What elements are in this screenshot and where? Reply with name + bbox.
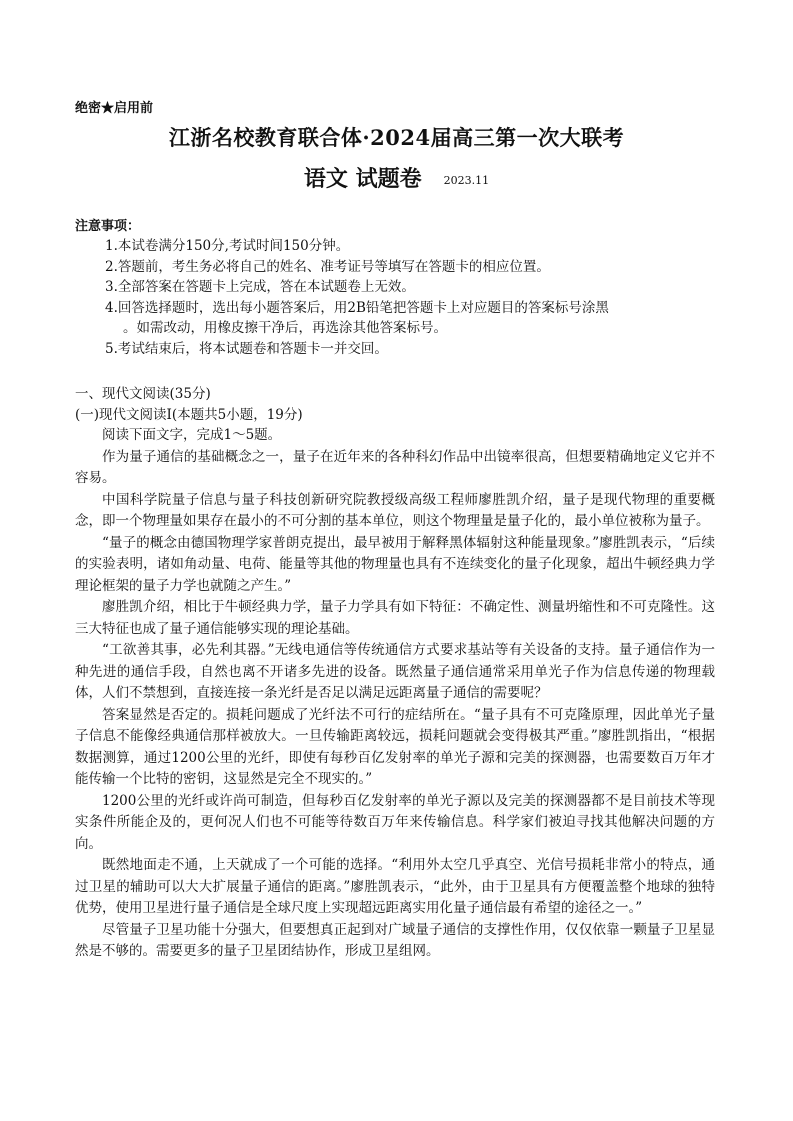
passage-paragraph: 尽管量子卫星功能十分强大，但要想真正起到对广域量子通信的支撑性作用，仅仅依靠一颗量子卫星显然是不够的。需要更多的量子卫星团结协作，形成卫星组网。: [75, 921, 715, 959]
notice-item-continued: 。如需改动，用橡皮擦干净后，再选涂其他答案标号。: [123, 320, 447, 336]
exam-date: 2023.11: [443, 174, 490, 187]
exam-subtitle: [0, 162, 793, 193]
passage-paragraph: 答案显然是否定的。损耗问题成了光纤法不可行的症结所在。“量子具有不可克隆原理，因此单光子量子信息不能像经典通信那样被放大。一旦传输距离较远，损耗问题就会变得极其严重。”廖胜凯指出，“根据数据测算，通过1200公里的光纤，即使有每秒百亿发射率的单光子源和完美的探测器，也需要数百万年才能传输一个比特的密钥，这显然是完全不现实的。”: [75, 706, 715, 787]
subject-title: 语文 试题卷: [303, 166, 422, 192]
passage-paragraph: 1200公里的光纤或许尚可制造，但每秒百亿发射率的单光子源以及完美的探测器都不是目前技术等现实条件所能企及的，更何况人们也不可能等待数百万年来传输信息。科学家们被迫寻找其他解决问题的方向。: [75, 792, 715, 852]
notice-list: [105, 236, 715, 359]
notice-item: 4.回答选择题时，选出每小题答案后，用2B铅笔把答题卡上对应题目的答案标号涂黑: [105, 299, 609, 316]
part-heading: 一、现代文阅读(35分): [75, 386, 211, 402]
notice-item: 5.考试结束后，将本试题卷和答题卡一并交回。: [105, 340, 388, 357]
notice-item: 1.本试卷满分150分,考试时间150分钟。: [105, 238, 350, 254]
notice-item: 3.全部答案在答题卡上完成，答在本试题卷上无效。: [105, 279, 415, 295]
notice-item: 2.答题前，考生务必将自己的姓名、准考证号等填写在答题卡的相应位置。: [105, 258, 550, 275]
confidential-label: 绝密★启用前: [75, 101, 154, 116]
passage-paragraph: 中国科学院量子信息与量子科技创新研究院教授级高级工程师廖胜凯介绍，量子是现代物理的重要概念，即一个物理量如果存在最小的不可分割的基本单位，则这个物理量是量子化的，最小单位被称为量子。: [75, 491, 715, 529]
passage-paragraph: “工欲善其事，必先利其器。”无线电通信等传统通信方式要求基站等有关设备的支持。量子通信作为一种先进的通信手段，自然也离不开诸多先进的设备。既然量子通信通常采用单光子作为信息传递的物理载体，人们不禁想到，直接连接一条光纤是否足以满足远距离量子通信的需要呢？: [75, 642, 715, 701]
passage-paragraph: 既然地面走不通，上天就成了一个可能的选择。“利用外太空几乎真空、光信号损耗非常小的特点，通过卫星的辅助可以大大扩展量子通信的距离。”廖胜凯表示，“此外，由于卫星具有方便覆盖整个地球的独特优势，使用卫星进行量子通信是全球尺度上实现超远距离实用化量子通信最有希望的途径之一。”: [75, 857, 715, 916]
reading-passage: [75, 425, 715, 963]
notice-heading: 注意事项：: [75, 219, 141, 234]
passage-paragraph: “量子的概念由德国物理学家普朗克提出，最早被用于解释黑体辐射这种能量现象。”廖胜凯表示，“后续的实验表明，诸如角动量、电荷、能量等其他的物理量也具有不连续变化的量子化现象，超出牛顿经典力学理论框架的量子力学也就随之产生。”: [75, 534, 715, 594]
section-header: [75, 384, 720, 425]
passage-paragraph: 廖胜凯介绍，相比于牛顿经典力学，量子力学具有如下特征：不确定性、测量坍缩性和不可克隆性。这三大特征也成了量子通信能够实现的理论基础。: [75, 599, 715, 637]
subpart-heading: (一)现代文阅读Ⅰ(本题共5小题，19分): [75, 406, 303, 423]
passage-paragraph: 作为量子通信的基础概念之一，量子在近年来的各种科幻作品中出镜率很高，但想要精确地定义它并不容易。: [75, 448, 715, 486]
reading-instruction: 阅读下面文字，完成1～5题。: [102, 427, 282, 443]
exam-title: 江浙名校教育联合体·2024届高三第一次大联考: [168, 125, 625, 150]
